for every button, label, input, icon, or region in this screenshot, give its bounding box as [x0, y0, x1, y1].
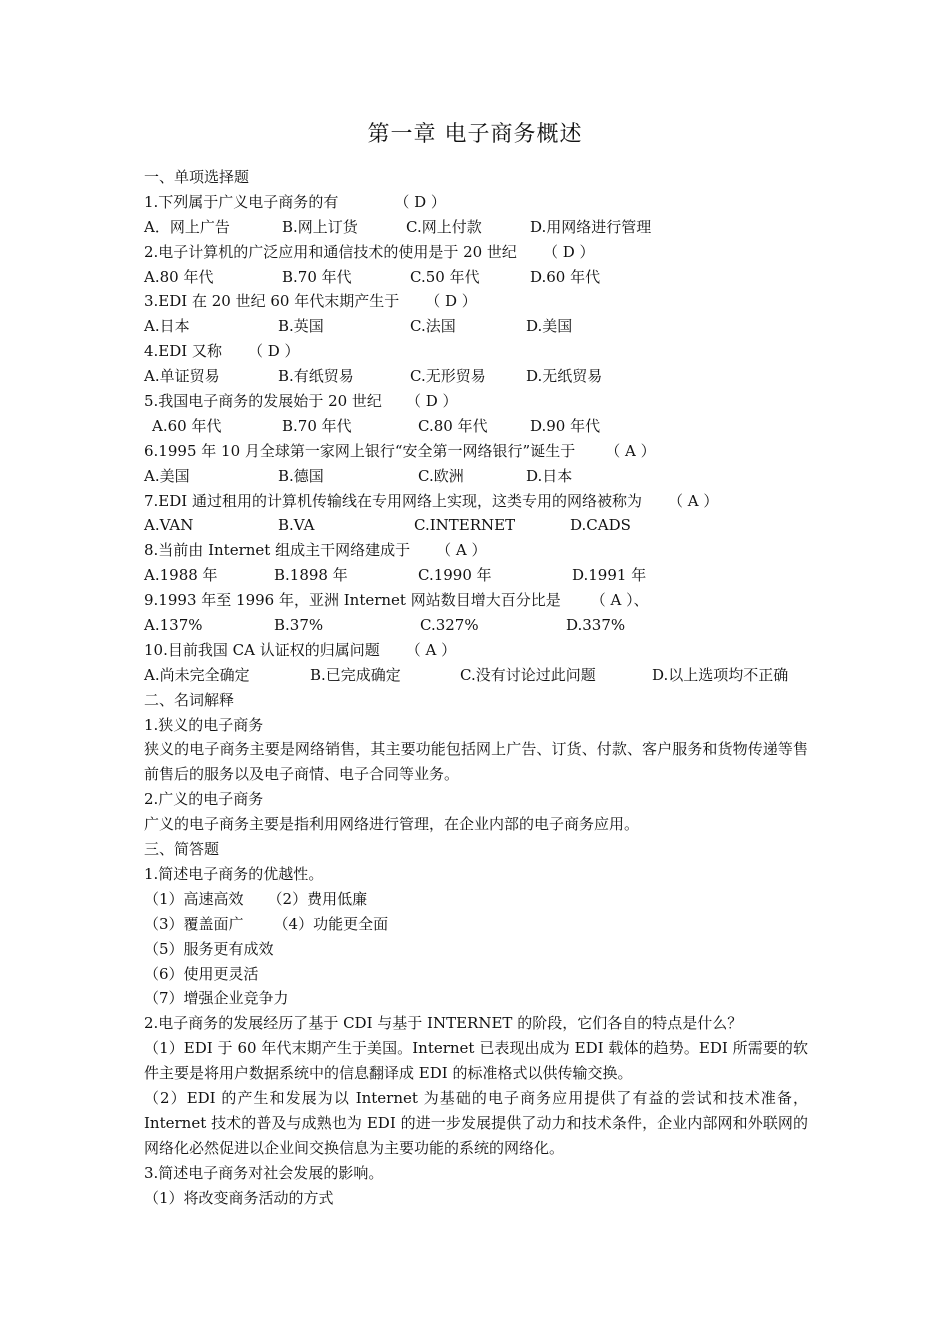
option-a: A.80 年代 — [144, 267, 214, 286]
question-text: 10.目前我国 CA 认证权的归属问题 — [144, 640, 380, 659]
short-question-3: 3.简述电子商务对社会发展的影响。 — [144, 1163, 384, 1182]
term-1-definition: 狭义的电子商务主要是网络销售，其主要功能包括网上广告、订货、付款、客户服务和货物传递等售前售后的服务以及电子商情、电子合同等业务。 — [144, 740, 808, 784]
question-text: 9.1993 年至 1996 年，亚洲 Internet 网站数目增大百分比是 — [144, 591, 561, 610]
option-a: A.日本 — [144, 317, 190, 336]
section-heading-choice: 一、单项选择题 — [144, 168, 250, 186]
options-9 — [144, 613, 808, 638]
question-7 — [144, 489, 808, 514]
option-b: B.已完成确定 — [310, 665, 401, 684]
option-d: D.60 年代 — [530, 267, 601, 286]
option-a: A.60 年代 — [152, 416, 222, 435]
short-question-2: 2.电子商务的发展经历了基于 CDI 与基于 INTERNET 的阶段，它们各自的特点是什么？ — [144, 1014, 743, 1033]
question-answer: （ A ） — [667, 491, 719, 510]
answer-item: （1）将改变商务活动的方式 — [144, 1188, 334, 1207]
option-c: C.INTERNET — [414, 516, 516, 535]
answer-item: （1）高速高效 — [144, 889, 244, 908]
answer-item: （3）覆盖面广 — [144, 914, 244, 933]
question-5 — [144, 389, 808, 414]
question-answer: （ A ） — [605, 441, 656, 460]
options-3 — [144, 314, 808, 339]
answer-item: （6）使用更灵活 — [144, 964, 259, 983]
option-b: B.37% — [274, 616, 324, 635]
option-c: C.1990 年 — [418, 566, 492, 585]
option-c: C.80 年代 — [418, 416, 488, 435]
option-c: C.没有讨论过此问题 — [460, 665, 596, 684]
option-c: C.327% — [420, 616, 479, 635]
question-3 — [144, 289, 808, 314]
option-d: D.无纸贸易 — [526, 367, 603, 386]
option-b: B.70 年代 — [282, 416, 352, 435]
question-text: 2.电子计算机的广泛应用和通信技术的使用是于 20 世纪 — [144, 242, 517, 261]
question-answer: （ A ）、 — [590, 591, 649, 610]
question-text: 3.EDI 在 20 世纪 60 年代末期产生于 — [144, 292, 400, 311]
answer-item: （2）费用低廉 — [267, 889, 368, 908]
question-10 — [144, 638, 808, 663]
option-b: B.1898 年 — [274, 566, 348, 585]
option-d: D.用网络进行管理 — [530, 217, 652, 236]
short-answer-2-paragraph-2: （2）EDI 的产生和发展为以 Internet 为基础的电子商务应用提供了有益的尝试和技术准备，Internet 技术的普及与成熟也为 EDI 的进一步发展提供了动力和技术条件，企业内部网和外联网的网络化必然促进以企业间交换信息为主要功能的系统的网络化。 — [144, 1089, 808, 1157]
question-text: 7.EDI 通过租用的计算机传输线在专用网络上实现，这类专用的网络被称为 — [144, 491, 642, 510]
option-c: C.无形贸易 — [410, 367, 486, 386]
question-9 — [144, 588, 808, 613]
section-heading-short-answer: 三、简答题 — [144, 840, 220, 859]
option-c: C.50 年代 — [410, 267, 480, 286]
option-b: B.德国 — [278, 466, 324, 485]
term-1-title: 1.狭义的电子商务 — [144, 715, 264, 734]
option-b: B.有纸贸易 — [278, 367, 354, 386]
term-2-definition: 广义的电子商务主要是指利用网络进行管理，在企业内部的电子商务应用。 — [144, 815, 640, 834]
option-c: C.法国 — [410, 317, 456, 336]
question-answer: （ D ） — [425, 292, 477, 311]
options-1 — [144, 215, 808, 240]
question-text: 1.下列属于广义电子商务的有 — [144, 192, 339, 211]
question-answer: （ D ） — [394, 192, 446, 211]
answer-item: （7）增强企业竞争力 — [144, 989, 289, 1008]
option-b: B.70 年代 — [282, 267, 352, 286]
answer-item: （5）服务更有成效 — [144, 939, 274, 958]
option-d: D.90 年代 — [530, 416, 601, 435]
option-a: A.尚未完全确定 — [144, 665, 250, 684]
short-answer-row-2 — [144, 912, 808, 937]
chapter-title: 第一章 电子商务概述 — [367, 122, 583, 147]
question-text: 6.1995 年 10 月全球第一家网上银行“安全第一网络银行”诞生于 — [144, 441, 576, 460]
options-10 — [144, 663, 808, 688]
question-text: 4.EDI 又称 — [144, 342, 222, 361]
question-answer: （ D ） — [405, 392, 458, 411]
question-answer: （ D ） — [542, 242, 595, 261]
option-a: A.单证贸易 — [144, 367, 220, 386]
question-text: 8.当前由 Internet 组成主干网络建成于 — [144, 541, 411, 560]
options-5 — [144, 414, 808, 439]
question-answer: （ D ） — [247, 342, 300, 361]
option-b: B.网上订货 — [282, 217, 358, 236]
question-answer: （ A ） — [405, 640, 457, 659]
option-a: A.1988 年 — [144, 566, 218, 585]
option-c: C.网上付款 — [406, 217, 482, 236]
short-question-1: 1.简述电子商务的优越性。 — [144, 864, 324, 883]
term-2-title: 2.广义的电子商务 — [144, 790, 264, 809]
option-d: D.CADS — [570, 516, 631, 535]
section-heading-terms: 二、名词解释 — [144, 690, 235, 709]
answer-item: （4）功能更全面 — [273, 914, 389, 933]
question-text: 5.我国电子商务的发展始于 20 世纪 — [144, 392, 382, 411]
option-d: D.1991 年 — [572, 566, 647, 585]
question-answer: （ A ） — [436, 541, 487, 560]
option-d: D.以上选项均不正确 — [652, 665, 789, 684]
short-answer-2-paragraph-1: （1）EDI 于 60 年代末期产生于美国。Internet 已表现出成为 EDI 载体的趋势。EDI 所需要的软件主要是将用户数据系统中的信息翻译成 EDI 的标准格式以供传输交换。 — [144, 1039, 808, 1083]
option-a: A.137% — [144, 616, 203, 635]
option-b: B.英国 — [278, 317, 324, 336]
options-4 — [144, 364, 808, 389]
question-4 — [144, 339, 808, 364]
question-2 — [144, 240, 808, 265]
short-answer-row-1 — [144, 887, 808, 912]
options-7 — [144, 513, 808, 538]
options-8 — [144, 563, 808, 588]
option-b: B.VA — [278, 516, 315, 535]
option-d: D.日本 — [526, 466, 573, 485]
question-6 — [144, 439, 808, 464]
option-c: C.欧洲 — [418, 466, 464, 485]
option-a: A.VAN — [144, 516, 194, 535]
options-6 — [144, 464, 808, 489]
option-a: A．网上广告 — [144, 217, 230, 236]
document-body — [144, 165, 808, 1211]
option-d: D.337% — [566, 616, 626, 635]
option-a: A.美国 — [144, 466, 190, 485]
option-d: D.美国 — [526, 317, 573, 336]
options-2 — [144, 265, 808, 290]
question-8 — [144, 538, 808, 563]
question-1 — [144, 190, 808, 215]
